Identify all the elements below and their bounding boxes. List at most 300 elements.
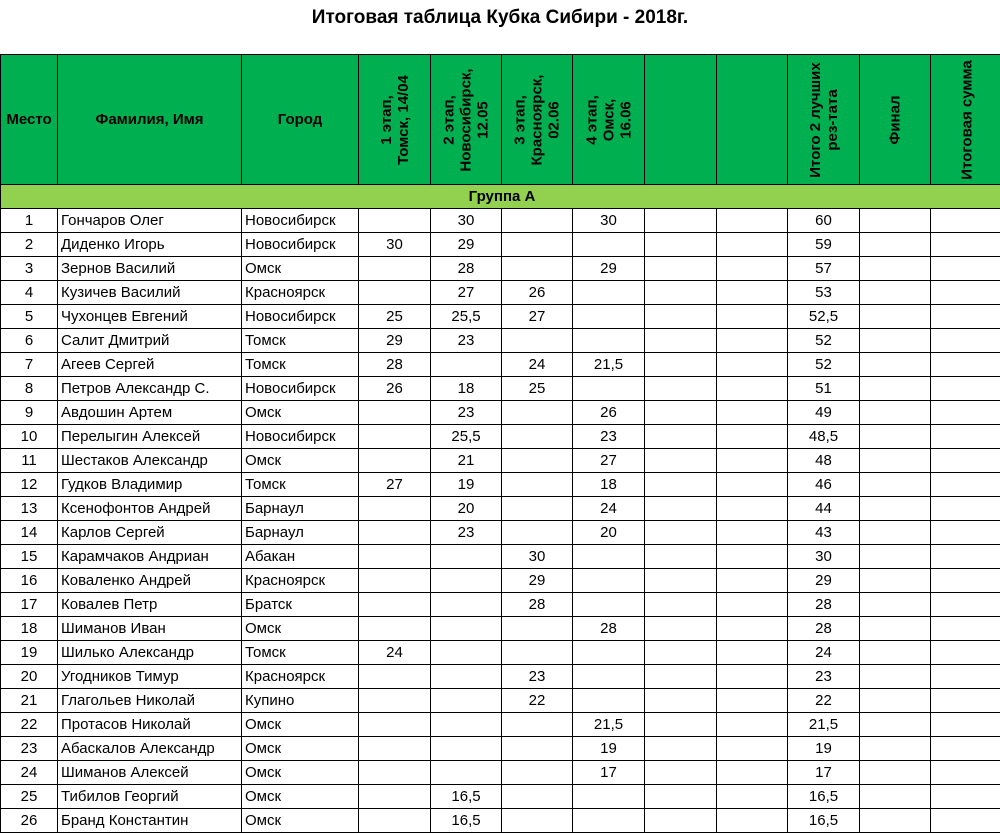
stage1-cell: 30	[359, 233, 431, 257]
name-cell: Зернов Василий	[58, 257, 242, 281]
name-cell: Бранд Константин	[58, 809, 242, 833]
place-cell: 1	[1, 209, 58, 233]
total-cell	[931, 257, 1000, 281]
stage4-cell: 21,5	[573, 353, 645, 377]
stage2-cell: 29	[431, 233, 502, 257]
table-row	[1, 641, 1000, 665]
best2-cell: 17	[788, 761, 860, 785]
place-cell: 24	[1, 761, 58, 785]
table-row	[1, 473, 1000, 497]
name-cell: Глагольев Николай	[58, 689, 242, 713]
city-cell: Абакан	[242, 545, 359, 569]
name-cell: Тибилов Георгий	[58, 785, 242, 809]
stage3-cell	[502, 401, 573, 425]
city-cell: Томск	[242, 353, 359, 377]
best2-cell: 60	[788, 209, 860, 233]
stage4-cell	[573, 377, 645, 401]
final-cell	[860, 641, 931, 665]
best2-cell: 46	[788, 473, 860, 497]
extra1-cell	[645, 257, 717, 281]
stage1-cell	[359, 521, 431, 545]
stage1-cell	[359, 425, 431, 449]
extra2-cell	[717, 233, 788, 257]
total-cell	[931, 209, 1000, 233]
stage1-cell: 26	[359, 377, 431, 401]
table-row	[1, 809, 1000, 833]
city-cell: Томск	[242, 641, 359, 665]
stage4-cell	[573, 809, 645, 833]
total-cell	[931, 401, 1000, 425]
stage2-cell: 27	[431, 281, 502, 305]
extra2-cell	[717, 209, 788, 233]
group-label: Группа А	[1, 185, 1000, 209]
city-cell: Новосибирск	[242, 233, 359, 257]
stage4-cell: 26	[573, 401, 645, 425]
stage1-cell	[359, 497, 431, 521]
best2-cell: 53	[788, 281, 860, 305]
table-row	[1, 425, 1000, 449]
final-cell	[860, 809, 931, 833]
total-cell	[931, 689, 1000, 713]
stage3-cell	[502, 473, 573, 497]
stage2-cell: 16,5	[431, 785, 502, 809]
stage4-cell	[573, 641, 645, 665]
city-cell: Красноярск	[242, 281, 359, 305]
extra1-cell	[645, 569, 717, 593]
stage4-cell	[573, 689, 645, 713]
final-cell	[860, 233, 931, 257]
final-cell	[860, 257, 931, 281]
table-row	[1, 401, 1000, 425]
table-row	[1, 737, 1000, 761]
city-cell: Новосибирск	[242, 305, 359, 329]
stage2-cell	[431, 737, 502, 761]
city-cell: Купино	[242, 689, 359, 713]
final-cell	[860, 449, 931, 473]
stage2-cell: 18	[431, 377, 502, 401]
results-table	[0, 54, 1000, 833]
city-cell: Барнаул	[242, 497, 359, 521]
place-cell: 5	[1, 305, 58, 329]
best2-cell: 48	[788, 449, 860, 473]
extra2-cell	[717, 713, 788, 737]
stage2-cell	[431, 353, 502, 377]
total-cell	[931, 521, 1000, 545]
stage1-cell: 29	[359, 329, 431, 353]
stage4-cell	[573, 593, 645, 617]
name-cell: Ксенофонтов Андрей	[58, 497, 242, 521]
table-row	[1, 545, 1000, 569]
best2-cell: 49	[788, 401, 860, 425]
best2-cell: 21,5	[788, 713, 860, 737]
city-cell: Красноярск	[242, 569, 359, 593]
total-cell	[931, 353, 1000, 377]
extra2-cell	[717, 305, 788, 329]
name-cell: Перелыгин Алексей	[58, 425, 242, 449]
stage3-cell	[502, 329, 573, 353]
stage3-cell: 30	[502, 545, 573, 569]
stage3-cell	[502, 233, 573, 257]
place-cell: 20	[1, 665, 58, 689]
extra1-cell	[645, 425, 717, 449]
total-cell	[931, 305, 1000, 329]
total-cell	[931, 233, 1000, 257]
name-cell: Чухонцев Евгений	[58, 305, 242, 329]
stage3-cell	[502, 761, 573, 785]
final-cell	[860, 521, 931, 545]
best2-cell: 28	[788, 617, 860, 641]
stage1-cell	[359, 737, 431, 761]
stage2-cell: 25,5	[431, 425, 502, 449]
stage2-cell: 23	[431, 521, 502, 545]
best2-cell: 59	[788, 233, 860, 257]
name-cell: Салит Дмитрий	[58, 329, 242, 353]
place-cell: 25	[1, 785, 58, 809]
name-cell: Протасов Николай	[58, 713, 242, 737]
stage4-cell	[573, 233, 645, 257]
total-cell	[931, 641, 1000, 665]
stage2-cell: 16,5	[431, 809, 502, 833]
extra2-cell	[717, 521, 788, 545]
stage3-cell: 24	[502, 353, 573, 377]
best2-cell: 22	[788, 689, 860, 713]
name-cell: Диденко Игорь	[58, 233, 242, 257]
stage4-cell: 29	[573, 257, 645, 281]
best2-cell: 43	[788, 521, 860, 545]
place-cell: 14	[1, 521, 58, 545]
best2-cell: 30	[788, 545, 860, 569]
best2-cell: 19	[788, 737, 860, 761]
city-cell: Омск	[242, 737, 359, 761]
stage3-cell: 22	[502, 689, 573, 713]
stage2-cell	[431, 569, 502, 593]
total-cell	[931, 737, 1000, 761]
total-cell	[931, 497, 1000, 521]
header-row	[1, 55, 1000, 185]
city-cell: Омск	[242, 761, 359, 785]
best2-cell: 48,5	[788, 425, 860, 449]
extra2-cell	[717, 809, 788, 833]
extra1-cell	[645, 377, 717, 401]
stage1-cell: 27	[359, 473, 431, 497]
place-cell: 23	[1, 737, 58, 761]
stage2-cell: 23	[431, 329, 502, 353]
extra1-cell	[645, 617, 717, 641]
best2-cell: 16,5	[788, 809, 860, 833]
extra1-cell	[645, 305, 717, 329]
stage3-cell: 27	[502, 305, 573, 329]
header-stage3: 3 этап, Красноярск, 02.06	[502, 55, 573, 185]
total-cell	[931, 425, 1000, 449]
city-cell: Омск	[242, 401, 359, 425]
name-cell: Шестаков Александр	[58, 449, 242, 473]
place-cell: 15	[1, 545, 58, 569]
name-cell: Коваленко Андрей	[58, 569, 242, 593]
stage4-cell	[573, 545, 645, 569]
extra2-cell	[717, 593, 788, 617]
extra1-cell	[645, 593, 717, 617]
city-cell: Томск	[242, 473, 359, 497]
extra2-cell	[717, 689, 788, 713]
final-cell	[860, 209, 931, 233]
table-row	[1, 665, 1000, 689]
place-cell: 3	[1, 257, 58, 281]
total-cell	[931, 473, 1000, 497]
place-cell: 19	[1, 641, 58, 665]
stage4-cell	[573, 329, 645, 353]
total-cell	[931, 545, 1000, 569]
extra2-cell	[717, 425, 788, 449]
final-cell	[860, 497, 931, 521]
extra2-cell	[717, 401, 788, 425]
extra1-cell	[645, 689, 717, 713]
total-cell	[931, 449, 1000, 473]
stage4-cell: 30	[573, 209, 645, 233]
place-cell: 6	[1, 329, 58, 353]
extra1-cell	[645, 641, 717, 665]
extra2-cell	[717, 617, 788, 641]
place-cell: 7	[1, 353, 58, 377]
city-cell: Братск	[242, 593, 359, 617]
stage3-cell	[502, 713, 573, 737]
table-row	[1, 233, 1000, 257]
extra2-cell	[717, 569, 788, 593]
city-cell: Омск	[242, 785, 359, 809]
extra2-cell	[717, 449, 788, 473]
extra1-cell	[645, 473, 717, 497]
header-name: Фамилия, Имя	[58, 55, 242, 185]
stage3-cell	[502, 809, 573, 833]
name-cell: Угодников Тимур	[58, 665, 242, 689]
extra1-cell	[645, 809, 717, 833]
table-row	[1, 497, 1000, 521]
extra2-cell	[717, 353, 788, 377]
best2-cell: 28	[788, 593, 860, 617]
stage2-cell	[431, 713, 502, 737]
name-cell: Карамчаков Андриан	[58, 545, 242, 569]
stage3-cell	[502, 209, 573, 233]
place-cell: 17	[1, 593, 58, 617]
table-row	[1, 785, 1000, 809]
group-row	[1, 185, 1000, 209]
stage2-cell	[431, 617, 502, 641]
name-cell: Петров Александр С.	[58, 377, 242, 401]
stage1-cell	[359, 257, 431, 281]
extra2-cell	[717, 377, 788, 401]
header-city: Город	[242, 55, 359, 185]
place-cell: 26	[1, 809, 58, 833]
extra1-cell	[645, 713, 717, 737]
stage2-cell: 19	[431, 473, 502, 497]
total-cell	[931, 569, 1000, 593]
extra2-cell	[717, 737, 788, 761]
final-cell	[860, 329, 931, 353]
header-best2: Итого 2 лучших рез-тата	[788, 55, 860, 185]
place-cell: 8	[1, 377, 58, 401]
header-extra1	[645, 55, 717, 185]
extra1-cell	[645, 761, 717, 785]
extra2-cell	[717, 329, 788, 353]
stage4-cell: 21,5	[573, 713, 645, 737]
place-cell: 10	[1, 425, 58, 449]
extra2-cell	[717, 545, 788, 569]
page-title: Итоговая таблица Кубка Сибири - 2018г.	[311, 7, 689, 28]
best2-cell: 29	[788, 569, 860, 593]
table-row	[1, 449, 1000, 473]
extra1-cell	[645, 209, 717, 233]
stage1-cell	[359, 761, 431, 785]
stage1-cell	[359, 689, 431, 713]
extra2-cell	[717, 785, 788, 809]
stage2-cell	[431, 545, 502, 569]
city-cell: Омск	[242, 617, 359, 641]
table-row	[1, 209, 1000, 233]
table-row	[1, 761, 1000, 785]
stage4-cell	[573, 665, 645, 689]
extra1-cell	[645, 737, 717, 761]
best2-cell: 51	[788, 377, 860, 401]
name-cell: Абаскалов Александр	[58, 737, 242, 761]
header-final: Финал	[860, 55, 931, 185]
final-cell	[860, 617, 931, 641]
place-cell: 16	[1, 569, 58, 593]
stage2-cell	[431, 689, 502, 713]
stage2-cell: 23	[431, 401, 502, 425]
final-cell	[860, 281, 931, 305]
city-cell: Барнаул	[242, 521, 359, 545]
name-cell: Гончаров Олег	[58, 209, 242, 233]
final-cell	[860, 689, 931, 713]
header-stage1: 1 этап, Томск, 14/04	[359, 55, 431, 185]
stage3-cell	[502, 737, 573, 761]
extra2-cell	[717, 473, 788, 497]
stage4-cell: 27	[573, 449, 645, 473]
final-cell	[860, 665, 931, 689]
extra2-cell	[717, 257, 788, 281]
stage4-cell: 28	[573, 617, 645, 641]
final-cell	[860, 785, 931, 809]
stage1-cell	[359, 281, 431, 305]
name-cell: Гудков Владимир	[58, 473, 242, 497]
stage3-cell: 25	[502, 377, 573, 401]
table-row	[1, 353, 1000, 377]
place-cell: 22	[1, 713, 58, 737]
best2-cell: 57	[788, 257, 860, 281]
stage1-cell: 28	[359, 353, 431, 377]
table-row	[1, 257, 1000, 281]
stage3-cell	[502, 521, 573, 545]
city-cell: Томск	[242, 329, 359, 353]
total-cell	[931, 617, 1000, 641]
final-cell	[860, 569, 931, 593]
final-cell	[860, 377, 931, 401]
extra2-cell	[717, 641, 788, 665]
place-cell: 12	[1, 473, 58, 497]
table-row	[1, 377, 1000, 401]
stage1-cell	[359, 785, 431, 809]
stage2-cell: 28	[431, 257, 502, 281]
place-cell: 11	[1, 449, 58, 473]
extra1-cell	[645, 449, 717, 473]
extra1-cell	[645, 353, 717, 377]
city-cell: Омск	[242, 257, 359, 281]
header-extra2	[717, 55, 788, 185]
extra1-cell	[645, 521, 717, 545]
extra2-cell	[717, 665, 788, 689]
stage3-cell: 29	[502, 569, 573, 593]
extra1-cell	[645, 329, 717, 353]
place-cell: 21	[1, 689, 58, 713]
header-stage2: 2 этап, Новосибирск, 12.05	[431, 55, 502, 185]
stage1-cell	[359, 209, 431, 233]
table-row	[1, 305, 1000, 329]
best2-cell: 52	[788, 329, 860, 353]
total-cell	[931, 713, 1000, 737]
header-total: Итоговая сумма	[931, 55, 1000, 185]
stage3-cell	[502, 641, 573, 665]
total-cell	[931, 377, 1000, 401]
name-cell: Карлов Сергей	[58, 521, 242, 545]
city-cell: Новосибирск	[242, 209, 359, 233]
table-row	[1, 569, 1000, 593]
total-cell	[931, 665, 1000, 689]
total-cell	[931, 593, 1000, 617]
stage3-cell: 28	[502, 593, 573, 617]
city-cell: Красноярск	[242, 665, 359, 689]
extra2-cell	[717, 497, 788, 521]
stage4-cell	[573, 281, 645, 305]
stage2-cell	[431, 641, 502, 665]
header-stage4: 4 этап, Омск, 16.06	[573, 55, 645, 185]
city-cell: Омск	[242, 449, 359, 473]
stage2-cell: 25,5	[431, 305, 502, 329]
total-cell	[931, 809, 1000, 833]
stage1-cell	[359, 713, 431, 737]
name-cell: Шиманов Алексей	[58, 761, 242, 785]
place-cell: 4	[1, 281, 58, 305]
stage4-cell	[573, 569, 645, 593]
stage4-cell	[573, 785, 645, 809]
stage1-cell	[359, 665, 431, 689]
final-cell	[860, 545, 931, 569]
extra1-cell	[645, 281, 717, 305]
extra2-cell	[717, 281, 788, 305]
header-place: Место	[1, 55, 58, 185]
stage2-cell: 30	[431, 209, 502, 233]
stage4-cell: 20	[573, 521, 645, 545]
stage1-cell	[359, 401, 431, 425]
stage4-cell: 17	[573, 761, 645, 785]
stage3-cell	[502, 257, 573, 281]
total-cell	[931, 281, 1000, 305]
stage2-cell: 20	[431, 497, 502, 521]
city-cell: Омск	[242, 809, 359, 833]
extra1-cell	[645, 545, 717, 569]
place-cell: 2	[1, 233, 58, 257]
best2-cell: 16,5	[788, 785, 860, 809]
final-cell	[860, 713, 931, 737]
city-cell: Новосибирск	[242, 425, 359, 449]
stage2-cell	[431, 761, 502, 785]
name-cell: Агеев Сергей	[58, 353, 242, 377]
name-cell: Авдошин Артем	[58, 401, 242, 425]
final-cell	[860, 761, 931, 785]
stage1-cell	[359, 449, 431, 473]
final-cell	[860, 401, 931, 425]
best2-cell: 44	[788, 497, 860, 521]
stage3-cell	[502, 425, 573, 449]
total-cell	[931, 785, 1000, 809]
